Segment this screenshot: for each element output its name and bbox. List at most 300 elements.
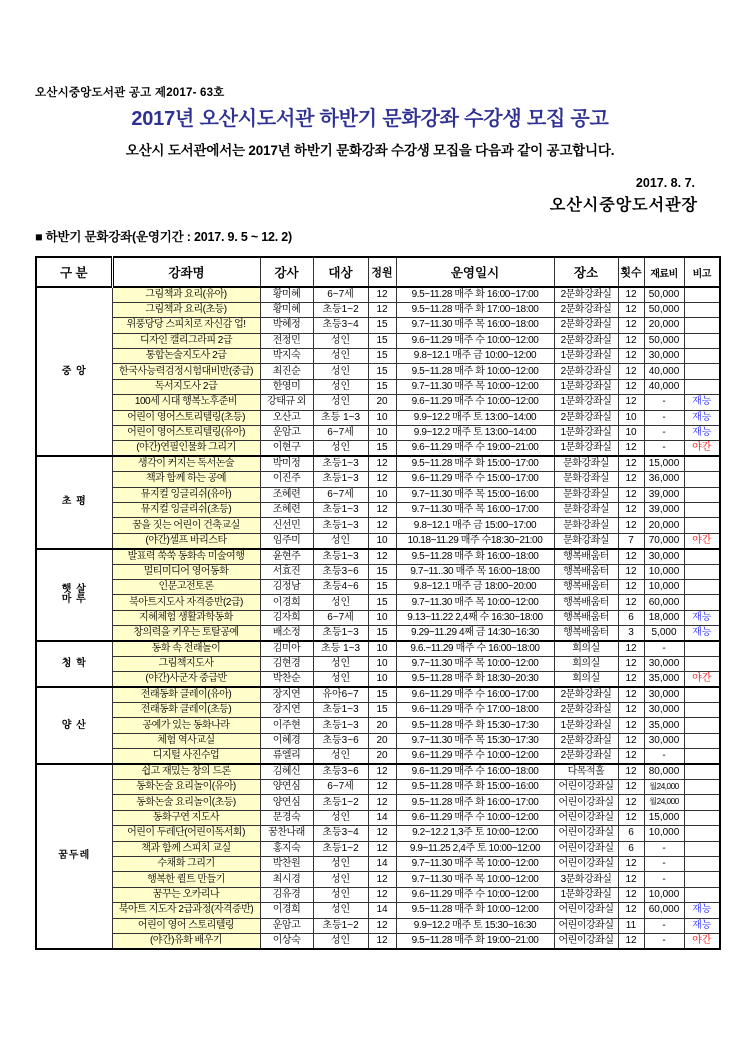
cell-place: 어린이강좌실 [554, 810, 618, 825]
cell-name: 그림책과 요리(초등) [112, 302, 260, 317]
cell-teacher: 신선민 [260, 518, 313, 533]
cell-schedule: 9.9~12.2 매주 토 13:00~14:00 [396, 410, 554, 425]
cell-capacity: 12 [368, 872, 396, 887]
cell-capacity: 12 [368, 841, 396, 856]
cell-place: 문화강좌실 [554, 472, 618, 487]
cell-schedule: 9.5~11.28 매주 화 16:00~17:00 [396, 287, 554, 302]
cell-place: 1문화강좌실 [554, 426, 618, 441]
cell-target: 성인 [313, 872, 368, 887]
cell-target: 초등1~3 [313, 518, 368, 533]
table-row [36, 795, 720, 810]
cell-fee: 80,000 [644, 764, 684, 779]
cell-target: 성인 [313, 595, 368, 610]
table-row [36, 887, 720, 902]
cell-fee: 18,000 [644, 610, 684, 625]
cell-place: 회의실 [554, 641, 618, 656]
cell-capacity: 15 [368, 626, 396, 641]
cell-fee: 39,000 [644, 487, 684, 502]
cell-teacher: 김현경 [260, 656, 313, 671]
cell-note [684, 656, 720, 671]
cell-count: 12 [618, 810, 644, 825]
table-caption: ■ 하반기 문화강좌(운영기간 : 2017. 9. 5 ~ 12. 2) [35, 230, 293, 244]
cell-schedule: 9.9~12.2 매주 토 13:00~14:00 [396, 426, 554, 441]
cell-target: 초등1~3 [313, 502, 368, 517]
table-row [36, 841, 720, 856]
section-label: 청 학 [36, 641, 112, 687]
cell-fee: - [644, 841, 684, 856]
cell-target: 성인 [313, 903, 368, 918]
cell-count: 12 [618, 564, 644, 579]
cell-note: 야간 [684, 933, 720, 948]
cell-fee: 30,000 [644, 733, 684, 748]
table-row [36, 549, 720, 564]
cell-note [684, 687, 720, 702]
cell-fee: 월24,000 [644, 780, 684, 795]
cell-schedule: 9.7~11.30 매주 목 16:00~17:00 [396, 502, 554, 517]
table-row [36, 718, 720, 733]
cell-capacity: 12 [368, 826, 396, 841]
cell-teacher: 최시경 [260, 872, 313, 887]
cell-place: 행복배움터 [554, 626, 618, 641]
cell-place: 어린이강좌실 [554, 918, 618, 933]
col-header-teacher: 강사 [260, 257, 313, 287]
cell-schedule: 9.6~11.29 매주 수 10:00~12:00 [396, 395, 554, 410]
cell-teacher: 운암고 [260, 918, 313, 933]
cell-place: 회의실 [554, 656, 618, 671]
cell-place: 문화강좌실 [554, 533, 618, 548]
cell-teacher: 조혜련 [260, 502, 313, 517]
cell-capacity: 12 [368, 472, 396, 487]
cell-teacher: 김유경 [260, 887, 313, 902]
cell-fee: - [644, 749, 684, 764]
cell-target: 성인 [313, 887, 368, 902]
cell-name: (야간)유화 배우기 [112, 933, 260, 948]
col-header-capacity: 정원 [368, 257, 396, 287]
cell-target: 성인 [313, 933, 368, 948]
notice-number: 오산시중앙도서관 공고 제2017- 63호 [35, 87, 225, 99]
cell-count: 12 [618, 656, 644, 671]
cell-capacity: 12 [368, 887, 396, 902]
cell-place: 행복배움터 [554, 610, 618, 625]
cell-target: 초등1~3 [313, 703, 368, 718]
cell-fee: 20,000 [644, 318, 684, 333]
cell-fee: 30,000 [644, 349, 684, 364]
cell-target: 성인 [313, 749, 368, 764]
table-row [36, 733, 720, 748]
cell-place: 문화강좌실 [554, 487, 618, 502]
page-title: 2017년 오산시도서관 하반기 문화강좌 수강생 모집 공고 [131, 108, 609, 130]
cell-count: 12 [618, 641, 644, 656]
col-header-fee: 재료비 [644, 257, 684, 287]
table-row [36, 672, 720, 687]
cell-schedule: 9.5~11.28 매주 화 10:00~12:00 [396, 364, 554, 379]
cell-place: 2문화강좌실 [554, 364, 618, 379]
section-label: 양 산 [36, 687, 112, 764]
table-row [36, 918, 720, 933]
cell-schedule: 9.6~11.29 매주 수 10:00~12:00 [396, 749, 554, 764]
table-row [36, 456, 720, 471]
cell-count: 10 [618, 410, 644, 425]
cell-schedule: 9.7~11.30 매주 목 16:00~18:00 [396, 318, 554, 333]
cell-schedule: 9.8~12.1 매주 금 10:00~12:00 [396, 349, 554, 364]
cell-teacher: 장지연 [260, 687, 313, 702]
cell-count: 12 [618, 579, 644, 594]
cell-schedule: 9.5~11.28 매주 화 10:00~12:00 [396, 903, 554, 918]
cell-note [684, 549, 720, 564]
cell-fee: 15,000 [644, 456, 684, 471]
cell-count: 12 [618, 856, 644, 871]
table-row [36, 610, 720, 625]
cell-note: 재능 [684, 426, 720, 441]
course-table-container [35, 256, 721, 950]
cell-teacher: 배소정 [260, 626, 313, 641]
cell-teacher: 꿈찬나래 [260, 826, 313, 841]
cell-name: 동화논술 요리놀이(유아) [112, 780, 260, 795]
cell-note [684, 872, 720, 887]
cell-name: (야간)사군자 중급반 [112, 672, 260, 687]
cell-target: 초등4~6 [313, 579, 368, 594]
cell-schedule: 9.5~11.28 매주 화 19:00~21:00 [396, 933, 554, 948]
cell-schedule: 9.7~11.30 매주 목 15:30~17:30 [396, 733, 554, 748]
cell-capacity: 12 [368, 780, 396, 795]
table-row [36, 287, 720, 302]
cell-name: 어린이 영어스토리텔링(유아) [112, 426, 260, 441]
table-row [36, 441, 720, 456]
cell-capacity: 15 [368, 703, 396, 718]
cell-count: 12 [618, 487, 644, 502]
cell-capacity: 14 [368, 856, 396, 871]
cell-name: 인문고전토론 [112, 579, 260, 594]
table-row [36, 780, 720, 795]
cell-place: 2문화강좌실 [554, 287, 618, 302]
cell-capacity: 15 [368, 349, 396, 364]
cell-place: 어린이강좌실 [554, 826, 618, 841]
cell-note [684, 318, 720, 333]
cell-capacity: 12 [368, 287, 396, 302]
cell-count: 12 [618, 903, 644, 918]
cell-place: 1문화강좌실 [554, 349, 618, 364]
cell-teacher: 이경희 [260, 903, 313, 918]
cell-teacher: 박찬원 [260, 856, 313, 871]
cell-teacher: 김정남 [260, 579, 313, 594]
cell-place: 어린이강좌실 [554, 933, 618, 948]
table-row [36, 472, 720, 487]
cell-schedule: 9.8~12.1 매주 금 18:00~20:00 [396, 579, 554, 594]
cell-note [684, 841, 720, 856]
cell-teacher: 이혜경 [260, 733, 313, 748]
cell-capacity: 10 [368, 533, 396, 548]
cell-note [684, 456, 720, 471]
table-row [36, 564, 720, 579]
cell-name: 어린이 영어 스토리텔링 [112, 918, 260, 933]
cell-capacity: 12 [368, 764, 396, 779]
cell-schedule: 9.7~11.30 매주 목 10:00~12:00 [396, 872, 554, 887]
table-row [36, 872, 720, 887]
cell-schedule: 9.5~11.28 매주 화 15:00~16:00 [396, 780, 554, 795]
cell-count: 6 [618, 610, 644, 625]
cell-schedule: 9.5~11.28 매주 화 17:00~18:00 [396, 302, 554, 317]
cell-name: 디지털 사진수업 [112, 749, 260, 764]
course-table [35, 256, 721, 950]
cell-target: 성인 [313, 379, 368, 394]
table-row [36, 333, 720, 348]
cell-target: 초등1~3 [313, 549, 368, 564]
cell-schedule: 9.7~11.30 매주 목 10:00~12:00 [396, 379, 554, 394]
cell-count: 12 [618, 718, 644, 733]
cell-teacher: 문경숙 [260, 810, 313, 825]
cell-name: 멀티미디어 영어동화 [112, 564, 260, 579]
cell-target: 초등1~3 [313, 626, 368, 641]
cell-schedule: 9.8~12.1 매주 금 15:00~17:00 [396, 518, 554, 533]
table-row [36, 687, 720, 702]
cell-capacity: 15 [368, 687, 396, 702]
cell-fee: - [644, 918, 684, 933]
cell-place: 행복배움터 [554, 595, 618, 610]
cell-schedule: 9.6~11.29 매주 수 16:00~18:00 [396, 764, 554, 779]
cell-note [684, 502, 720, 517]
col-header-place: 장소 [554, 257, 618, 287]
cell-fee: - [644, 641, 684, 656]
cell-name: 100세 시대 행복노후준비 [112, 395, 260, 410]
cell-place: 문화강좌실 [554, 456, 618, 471]
cell-fee: 50,000 [644, 333, 684, 348]
cell-count: 12 [618, 441, 644, 456]
cell-schedule: 9.7~11.30 매주 목 10:00~12:00 [396, 595, 554, 610]
cell-fee: 40,000 [644, 364, 684, 379]
cell-name: 지혜체험 생활과학동화 [112, 610, 260, 625]
cell-schedule: 9.6~11.29 매주 수 10:00~12:00 [396, 887, 554, 902]
cell-count: 12 [618, 733, 644, 748]
cell-teacher: 조혜련 [260, 487, 313, 502]
cell-name: (야간)연필인물화 그리기 [112, 441, 260, 456]
cell-count: 12 [618, 364, 644, 379]
cell-count: 12 [618, 333, 644, 348]
cell-capacity: 12 [368, 918, 396, 933]
cell-name: 체험 역사교실 [112, 733, 260, 748]
col-header-course: 강좌명 [112, 257, 260, 287]
cell-name: 위풍당당 스피치로 자신감 업! [112, 318, 260, 333]
cell-name: 통합논술지도사 2급 [112, 349, 260, 364]
cell-count: 12 [618, 318, 644, 333]
cell-fee: 35,000 [644, 672, 684, 687]
table-row [36, 656, 720, 671]
table-row [36, 749, 720, 764]
cell-count: 12 [618, 687, 644, 702]
cell-target: 초등3~6 [313, 564, 368, 579]
cell-note [684, 333, 720, 348]
cell-target: 유아6~7 [313, 687, 368, 702]
cell-fee: - [644, 872, 684, 887]
cell-count: 12 [618, 764, 644, 779]
cell-capacity: 10 [368, 656, 396, 671]
table-row [36, 579, 720, 594]
cell-target: 성인 [313, 856, 368, 871]
cell-target: 초등 1~3 [313, 410, 368, 425]
cell-name: 꿈꾸는 오카리나 [112, 887, 260, 902]
col-header-schedule: 운영일시 [396, 257, 554, 287]
cell-teacher: 이주현 [260, 718, 313, 733]
cell-fee: - [644, 410, 684, 425]
table-row [36, 856, 720, 871]
cell-note: 재능 [684, 395, 720, 410]
cell-note [684, 810, 720, 825]
cell-name: 동화구연 지도사 [112, 810, 260, 825]
cell-capacity: 12 [368, 456, 396, 471]
cell-note [684, 718, 720, 733]
cell-name: 한국사능력검정시험대비반(중급) [112, 364, 260, 379]
cell-count: 12 [618, 302, 644, 317]
cell-count: 10 [618, 426, 644, 441]
cell-place: 2문화강좌실 [554, 687, 618, 702]
cell-count: 12 [618, 749, 644, 764]
cell-name: (야간)셀프 바리스타 [112, 533, 260, 548]
cell-note [684, 472, 720, 487]
cell-note [684, 302, 720, 317]
table-row [36, 533, 720, 548]
cell-target: 초등3~6 [313, 733, 368, 748]
cell-place: 1문화강좌실 [554, 718, 618, 733]
cell-name: 뮤지컬 잉글리쉬(초등) [112, 502, 260, 517]
cell-note [684, 287, 720, 302]
cell-note [684, 364, 720, 379]
cell-name: 공예가 있는 동화나라 [112, 718, 260, 733]
table-row [36, 302, 720, 317]
cell-name: 디자인 캘리그라피 2급 [112, 333, 260, 348]
cell-schedule: 9.6~11.29 매주 수 10:00~12:00 [396, 810, 554, 825]
cell-name: 동화 속 전래놀이 [112, 641, 260, 656]
cell-note [684, 856, 720, 871]
table-row [36, 349, 720, 364]
table-row [36, 641, 720, 656]
cell-capacity: 12 [368, 302, 396, 317]
cell-note: 야간 [684, 533, 720, 548]
cell-place: 문화강좌실 [554, 518, 618, 533]
cell-capacity: 20 [368, 749, 396, 764]
cell-target: 6~7세 [313, 487, 368, 502]
cell-name: 책과 함께 하는 공예 [112, 472, 260, 487]
cell-target: 성인 [313, 364, 368, 379]
cell-teacher: 전정민 [260, 333, 313, 348]
table-row [36, 626, 720, 641]
cell-fee: 50,000 [644, 287, 684, 302]
cell-note [684, 564, 720, 579]
cell-fee: 70,000 [644, 533, 684, 548]
cell-schedule: 9.13~11.22 2,4째 수 16:30~18:00 [396, 610, 554, 625]
cell-schedule: 9.29~11.29 4째 금 14:30~16:30 [396, 626, 554, 641]
cell-fee: 10,000 [644, 579, 684, 594]
cell-fee: 10,000 [644, 564, 684, 579]
cell-target: 초등1~3 [313, 472, 368, 487]
cell-place: 다목적홀 [554, 764, 618, 779]
cell-note: 야간 [684, 672, 720, 687]
cell-note [684, 518, 720, 533]
cell-count: 12 [618, 703, 644, 718]
cell-fee: 60,000 [644, 903, 684, 918]
course-table-body [36, 287, 720, 949]
cell-place: 2문화강좌실 [554, 749, 618, 764]
cell-count: 12 [618, 395, 644, 410]
cell-target: 성인 [313, 672, 368, 687]
cell-place: 어린이강좌실 [554, 841, 618, 856]
cell-teacher: 윤현주 [260, 549, 313, 564]
cell-capacity: 15 [368, 579, 396, 594]
cell-place: 어린이강좌실 [554, 856, 618, 871]
cell-teacher: 홍지숙 [260, 841, 313, 856]
cell-capacity: 15 [368, 441, 396, 456]
table-row [36, 395, 720, 410]
cell-name: 책과 함께 스피치 교실 [112, 841, 260, 856]
cell-count: 6 [618, 841, 644, 856]
cell-capacity: 12 [368, 549, 396, 564]
cell-target: 초등1~2 [313, 795, 368, 810]
cell-fee: 35,000 [644, 718, 684, 733]
cell-place: 3문화강좌실 [554, 872, 618, 887]
cell-place: 1문화강좌실 [554, 395, 618, 410]
cell-schedule: 9.6~11.29 매주 수 19:00~21:00 [396, 441, 554, 456]
cell-count: 3 [618, 626, 644, 641]
cell-note: 재능 [684, 610, 720, 625]
cell-schedule: 9.5~11.28 매주 화 16:00~17:00 [396, 795, 554, 810]
cell-place: 2문화강좌실 [554, 703, 618, 718]
table-row [36, 502, 720, 517]
cell-fee: 15,000 [644, 810, 684, 825]
cell-place: 어린이강좌실 [554, 903, 618, 918]
cell-note [684, 641, 720, 656]
cell-capacity: 20 [368, 718, 396, 733]
cell-fee: - [644, 933, 684, 948]
cell-target: 초등3~4 [313, 826, 368, 841]
table-row [36, 379, 720, 394]
cell-note: 재능 [684, 626, 720, 641]
cell-note [684, 733, 720, 748]
cell-target: 초등1~2 [313, 841, 368, 856]
cell-teacher: 이진주 [260, 472, 313, 487]
cell-note: 야간 [684, 441, 720, 456]
cell-capacity: 20 [368, 395, 396, 410]
cell-place: 2문화강좌실 [554, 410, 618, 425]
cell-fee: 36,000 [644, 472, 684, 487]
cell-target: 초등1~3 [313, 456, 368, 471]
table-row [36, 318, 720, 333]
cell-target: 초등 1~3 [313, 641, 368, 656]
cell-fee: - [644, 856, 684, 871]
cell-schedule: 9.9~12.2 매주 토 15:30~16:30 [396, 918, 554, 933]
cell-count: 12 [618, 502, 644, 517]
cell-capacity: 10 [368, 487, 396, 502]
cell-count: 12 [618, 795, 644, 810]
cell-schedule: 9.5~11.28 매주 화 16:00~18:00 [396, 549, 554, 564]
cell-fee: 20,000 [644, 518, 684, 533]
cell-place: 2문화강좌실 [554, 733, 618, 748]
cell-name: 뮤지컬 잉글리쉬(유아) [112, 487, 260, 502]
cell-fee: 30,000 [644, 549, 684, 564]
cell-place: 2문화강좌실 [554, 302, 618, 317]
cell-count: 12 [618, 933, 644, 948]
cell-name: 어린이 두레단(어린이독서회) [112, 826, 260, 841]
cell-note [684, 749, 720, 764]
table-row [36, 826, 720, 841]
table-row [36, 364, 720, 379]
cell-note [684, 379, 720, 394]
cell-place: 행복배움터 [554, 564, 618, 579]
cell-count: 12 [618, 672, 644, 687]
cell-name: 북아트지도사 자격증반(2급) [112, 595, 260, 610]
section-label: 초 평 [36, 456, 112, 548]
cell-count: 11 [618, 918, 644, 933]
cell-target: 초등3~4 [313, 318, 368, 333]
cell-name: 그림책지도사 [112, 656, 260, 671]
cell-teacher: 서효진 [260, 564, 313, 579]
